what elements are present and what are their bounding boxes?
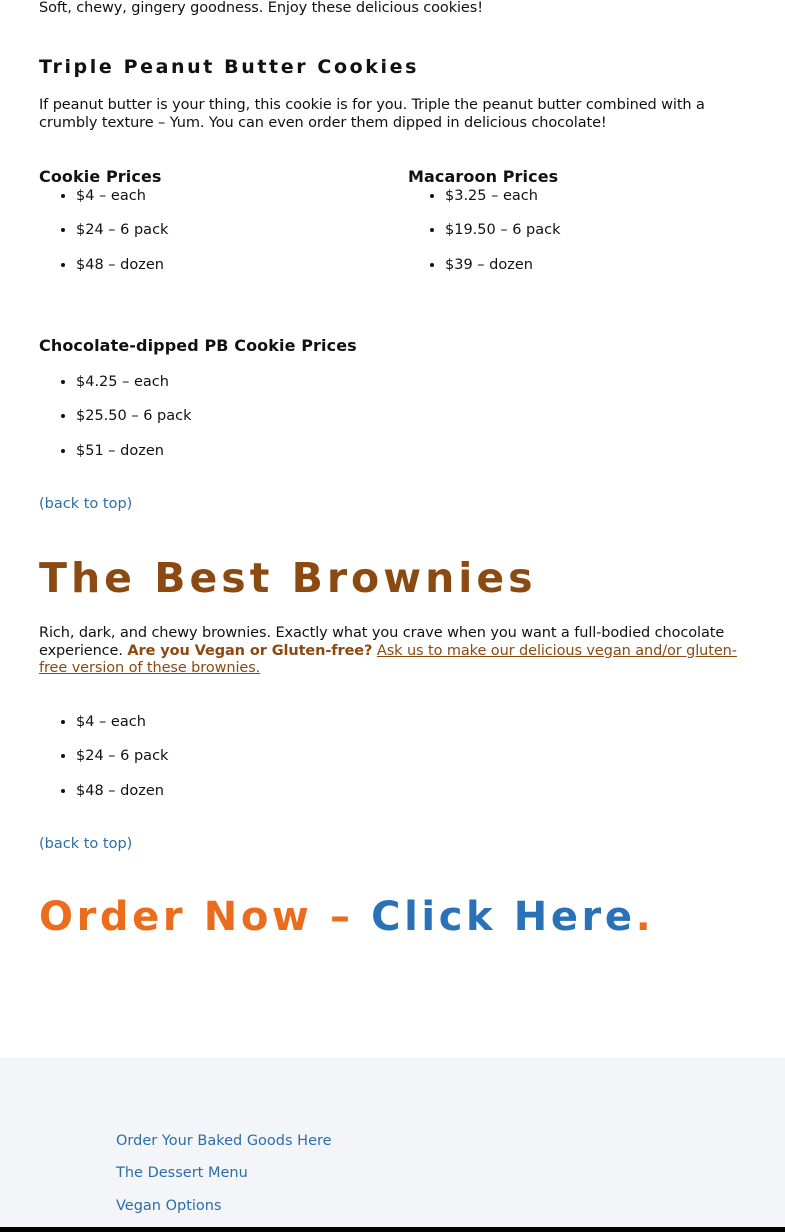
footer-link-dessert-menu[interactable]: The Dessert Menu [116,1165,248,1181]
order-now-suffix: . [635,894,655,940]
brownies-title: The Best Brownies [39,554,537,602]
list-item: • $24 – 6 pack [76,748,168,782]
list-item: • $25.50 – 6 pack [76,408,192,442]
list-item: • $48 – dozen [76,783,168,817]
list-item: • $19.50 – 6 pack [445,222,561,256]
macaroon-prices-title: Macaroon Prices [408,167,559,186]
footer-link-vegan-options[interactable]: Vegan Options [116,1198,222,1214]
list-item: • $48 – dozen [76,257,168,291]
list-item: • $4 – each [76,714,168,748]
list-item: • $24 – 6 pack [76,222,168,256]
list-item: • $4.25 – each [76,374,192,408]
list-item: • $51 – dozen [76,443,192,477]
order-now-heading [39,894,654,940]
list-item: • $3.25 – each [445,188,561,222]
bottom-bar [0,1227,785,1232]
dipped-prices-list [39,374,192,477]
vegan-option-link[interactable]: Ask us to make our delicious vegan and/or gluten-free version of these brownies. [39,642,737,676]
macaroon-prices-list [408,188,561,291]
order-now-prefix: Order Now – [39,894,354,940]
brownies-description [39,625,751,678]
cookie-prices-list [39,188,168,291]
back-to-top-link-2[interactable]: (back to top) [39,836,133,852]
vegan-question: Are you Vegan or Gluten-free? [127,642,373,659]
dipped-prices-title: Chocolate-dipped PB Cookie Prices [39,336,357,355]
pb-cookies-description: If peanut butter is your thing, this cookie is for you. Triple the peanut butter combined with a crumbly texture – Yum. You can even order them dipped in delicious chocolate! [39,97,705,131]
brownie-prices-list [39,714,168,817]
footer-link-order[interactable]: Order Your Baked Goods Here [116,1133,332,1149]
intro-text: Soft, chewy, gingery goodness. Enjoy these delicious cookies! [39,0,483,16]
back-to-top-link[interactable]: (back to top) [39,496,133,512]
list-item: • $39 – dozen [445,257,561,291]
cookie-prices-title: Cookie Prices [39,167,162,186]
list-item: • $4 – each [76,188,168,222]
brownies-description-text: Rich, dark, and chewy brownies. Exactly what you crave when you want a full-bodied chocolate experience. [39,625,725,659]
click-here-link[interactable]: Click Here [371,894,636,940]
pb-cookies-title: Triple Peanut Butter Cookies [39,56,419,78]
footer [0,1058,785,1232]
